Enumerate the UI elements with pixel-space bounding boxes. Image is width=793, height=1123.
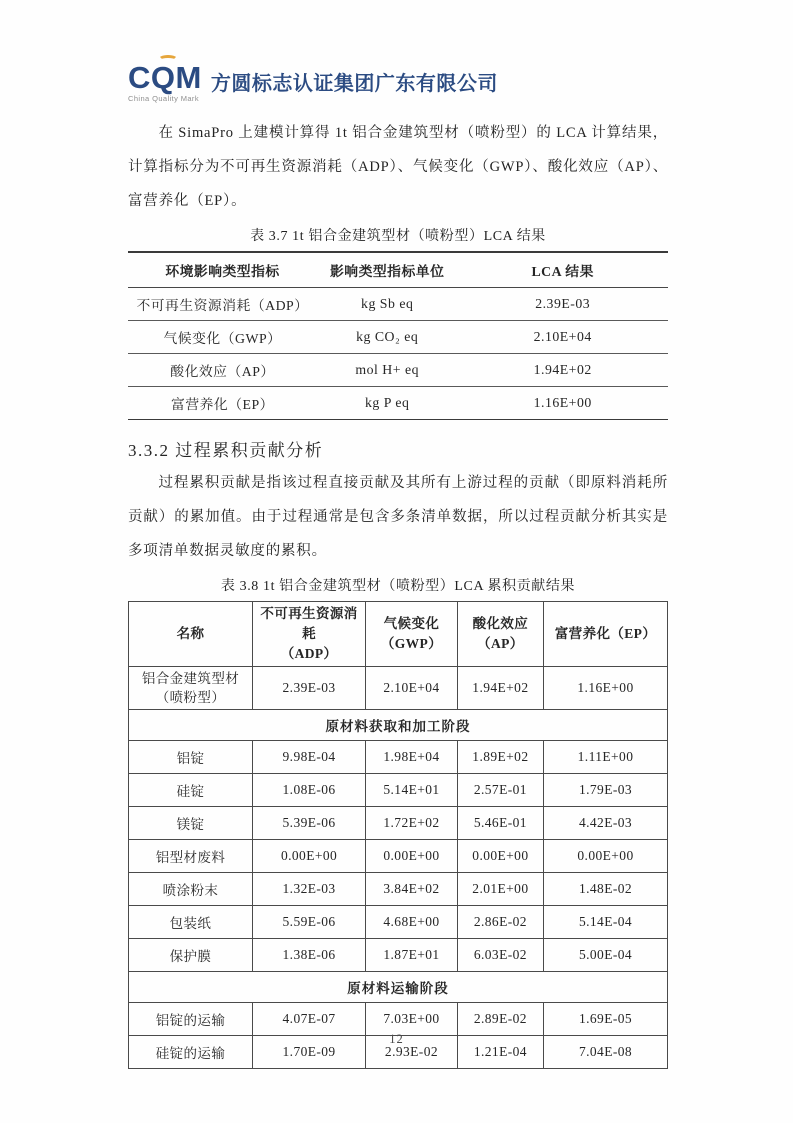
table-cell: 1.94E+02	[457, 354, 668, 387]
logo-tagline: China Quality Mark	[128, 94, 199, 103]
table-cell: 2.01E+00	[457, 873, 543, 906]
column-header	[457, 602, 543, 667]
table-cell: 1.70E-09	[252, 1036, 365, 1069]
header-line: 名称	[176, 626, 205, 641]
section-title: 过程累积贡献分析	[175, 441, 324, 460]
table-cell: 1.16E+00	[457, 387, 668, 420]
column-header: 影响类型指标单位	[317, 252, 457, 288]
table-cell: 7.03E+00	[366, 1003, 458, 1036]
page-number: 12	[389, 1032, 404, 1046]
header-line: 酸化效应	[472, 616, 529, 631]
table-cell: kg P eq	[317, 387, 457, 420]
cqm-logo-text: CQM	[128, 60, 202, 95]
table-row	[129, 774, 668, 807]
table-cell: 喷涂粉末	[129, 873, 253, 906]
column-header: 环境影响类型指标	[128, 252, 317, 288]
table-cell: 0.00E+00	[366, 840, 458, 873]
column-header	[366, 602, 458, 667]
column-header: LCA 结果	[457, 252, 668, 288]
table-cell: 0.00E+00	[544, 840, 668, 873]
table-cell: 1.11E+00	[544, 741, 668, 774]
table-cell: 1.87E+01	[366, 939, 458, 972]
header-line: 富营养化（EP）	[554, 626, 657, 641]
table-cell: 5.39E-06	[252, 807, 365, 840]
table-cell: 3.84E+02	[366, 873, 458, 906]
table-cell: kg Sb eq	[317, 288, 457, 321]
table-row	[129, 667, 668, 710]
table-cumulative-contribution	[128, 601, 668, 1069]
table-cell: 5.14E+01	[366, 774, 458, 807]
table-row	[129, 939, 668, 972]
table-cell: 铝合金建筑型材（喷粉型）	[129, 667, 253, 710]
table-cell: 1.38E-06	[252, 939, 365, 972]
table-section-row	[129, 710, 668, 741]
table-row	[129, 873, 668, 906]
table-cell: 5.46E-01	[457, 807, 543, 840]
header-logo	[128, 62, 668, 103]
cqm-logo	[128, 62, 202, 103]
table-cell: 1.32E-03	[252, 873, 365, 906]
table-cell: 硅锭的运输	[129, 1036, 253, 1069]
table-cell: 包装纸	[129, 906, 253, 939]
table-cell: 5.59E-06	[252, 906, 365, 939]
table-cell: mol H+ eq	[317, 354, 457, 387]
table38-caption: 表 3.8 1t 铝合金建筑型材（喷粉型）LCA 累积贡献结果	[220, 579, 576, 594]
page-content	[128, 0, 668, 1069]
paragraph-cumulative-contribution: 过程累积贡献是指该过程直接贡献及其所有上游过程的贡献（即原料消耗所贡献）的累加值。由于过程通常是包含多条清单数据，所以过程贡献分析其实是多项清单数据灵敏度的累积。	[128, 475, 668, 559]
table-cell: 5.00E-04	[544, 939, 668, 972]
table-cell: 2.86E-02	[457, 906, 543, 939]
table-cell: 1.72E+02	[366, 807, 458, 840]
table-cell: 保护膜	[129, 939, 253, 972]
table-cell: 1.69E-05	[544, 1003, 668, 1036]
table-cell: 铝型材废料	[129, 840, 253, 873]
table-cell: 1.79E-03	[544, 774, 668, 807]
table-row	[129, 807, 668, 840]
table-cell: 1.89E+02	[457, 741, 543, 774]
header-line: （AP）	[477, 636, 524, 651]
table-row	[128, 387, 668, 420]
table-cell: 镁锭	[129, 807, 253, 840]
table-cell: 0.00E+00	[457, 840, 543, 873]
table-cell: 9.98E-04	[252, 741, 365, 774]
table-cell: 1.48E-02	[544, 873, 668, 906]
table37-caption: 表 3.7 1t 铝合金建筑型材（喷粉型）LCA 结果	[250, 228, 546, 244]
paragraph-lca-intro: 在 SimaPro 上建模计算得 1t 铝合金建筑型材（喷粉型）的 LCA 计算结果，计算指标分为不可再生资源消耗（ADP）、气候变化（GWP）、酸化效应（AP）、富营养化（EP）。	[128, 124, 668, 209]
table-row	[129, 1003, 668, 1036]
table-cell: 酸化效应（AP）	[128, 354, 317, 387]
table-cell: 0.00E+00	[252, 840, 365, 873]
table-cell: 2.10E+04	[366, 667, 458, 710]
table-cell: 4.68E+00	[366, 906, 458, 939]
table-row	[128, 321, 668, 354]
column-header	[252, 602, 365, 667]
section-number: 3.3.2	[128, 441, 170, 460]
table-lca-results	[128, 251, 668, 421]
table-cell: 4.42E-03	[544, 807, 668, 840]
table-cell: 1.08E-06	[252, 774, 365, 807]
table-cell: 4.07E-07	[252, 1003, 365, 1036]
table-cell: 6.03E-02	[457, 939, 543, 972]
table-row	[129, 741, 668, 774]
table-cell: 1.94E+02	[457, 667, 543, 710]
table-cell: 1.21E-04	[457, 1036, 543, 1069]
logo-arc-icon	[158, 55, 178, 64]
table-cell: 2.57E-01	[457, 774, 543, 807]
table-cell: 铝锭的运输	[129, 1003, 253, 1036]
table-cell: 7.04E-08	[544, 1036, 668, 1069]
table-cell: 2.39E-03	[252, 667, 365, 710]
table-cell: 2.39E-03	[457, 288, 668, 321]
table-cell: 1.98E+04	[366, 741, 458, 774]
section-label: 原材料运输阶段	[129, 972, 668, 1003]
table-cell: 硅锭	[129, 774, 253, 807]
table-cell: 气候变化（GWP）	[128, 321, 317, 354]
table-cell: 5.14E-04	[544, 906, 668, 939]
table-row	[129, 840, 668, 873]
table-cell: 富营养化（EP）	[128, 387, 317, 420]
table-header-row	[128, 252, 668, 288]
header-line: （ADP）	[280, 646, 338, 661]
table-header-row	[129, 602, 668, 667]
section-heading	[128, 436, 668, 461]
header-line: （GWP）	[380, 636, 443, 651]
column-header	[544, 602, 668, 667]
table-row	[128, 288, 668, 321]
table-cell: kg CO₂ eq	[317, 321, 457, 354]
table-cell: 2.10E+04	[457, 321, 668, 354]
table-section-row	[129, 972, 668, 1003]
table-cell: 2.89E-02	[457, 1003, 543, 1036]
table-row	[128, 354, 668, 387]
table-cell: 1.16E+00	[544, 667, 668, 710]
table-row	[129, 906, 668, 939]
column-header	[129, 602, 253, 667]
section-label: 原材料获取和加工阶段	[129, 710, 668, 741]
header-line: 气候变化	[383, 616, 440, 631]
table-cell: 不可再生资源消耗（ADP）	[128, 288, 317, 321]
header-line: 不可再生资源消耗	[260, 606, 358, 641]
company-name: 方圆标志认证集团广东有限公司	[210, 73, 498, 95]
table-cell: 铝锭	[129, 741, 253, 774]
table-cell: 2.93E-02	[366, 1036, 458, 1069]
